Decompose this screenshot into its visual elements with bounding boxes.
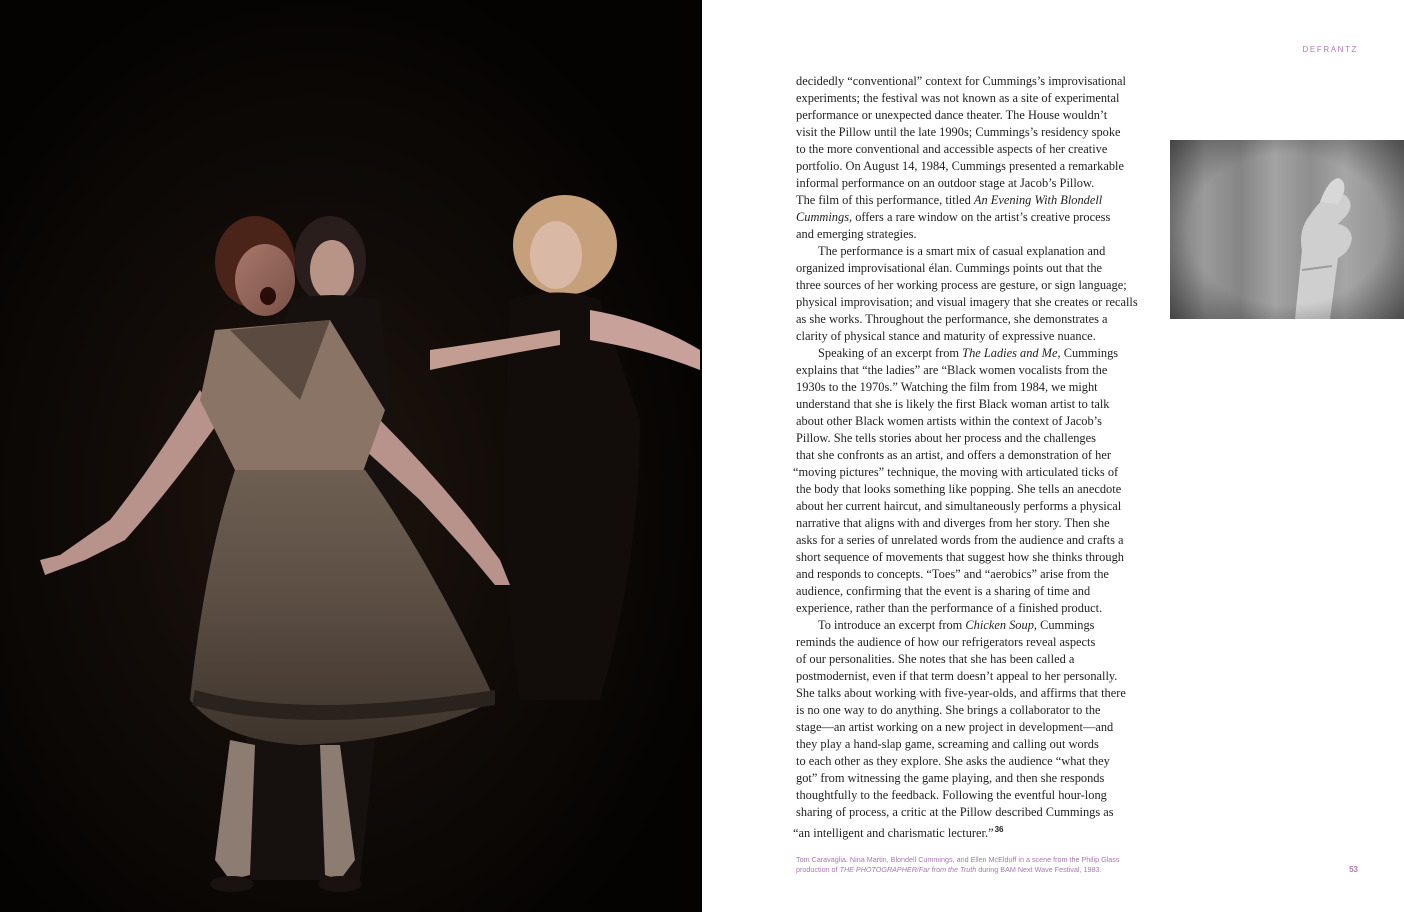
text-line: clarity of physical stance and maturity of expressive nuance. — [796, 329, 1096, 343]
text-line: 1930s to the 1970s.” Watching the film from 1984, we might — [796, 380, 1098, 394]
text-line: about her current haircut, and simultaneously performs a physical — [796, 499, 1122, 513]
text-run: “an intelligent and charismatic lecturer.” — [793, 826, 994, 840]
text-run: The film of this performance, titled — [796, 193, 974, 207]
text-line: stage—an artist working on a new project in development—and — [796, 720, 1114, 734]
text-line — [796, 209, 1146, 226]
text-line: portfolio. On August 14, 1984, Cummings presented a remarkable — [796, 159, 1124, 173]
hand-illustration — [1170, 140, 1404, 319]
text-line: is no one way to do anything. She brings a collaborator to the — [796, 703, 1101, 717]
text-line: experience, rather than the performance of a finished product. — [796, 601, 1103, 615]
text-line: and emerging strategies. — [796, 227, 917, 241]
text-run: To introduce an excerpt from — [818, 618, 966, 632]
text-line: and responds to concepts. “Toes” and “aerobics” arise from the — [796, 567, 1109, 581]
text-line: thoughtfully to the feedback. Following the eventful hour-long — [796, 788, 1107, 802]
text-line: sharing of process, a critic at the Pillow described Cummings as — [796, 805, 1114, 819]
caption-line — [796, 865, 1216, 875]
text-line: short sequence of movements that suggest how she thinks through — [796, 550, 1124, 564]
text-line: Pillow. She tells stories about her process and the challenges — [796, 431, 1096, 445]
text-run: , Cummings — [1057, 346, 1119, 360]
text-run: , Cummings — [1033, 618, 1095, 632]
text-line — [796, 192, 1146, 209]
text-line: She talks about working with five-year-olds, and affirms that there — [796, 686, 1126, 700]
production-title: THE PHOTOGRAPHER/Far from the Truth — [839, 865, 977, 874]
text-line: narrative that aligns with and diverges from her story. Then she — [796, 516, 1110, 530]
text-line: three sources of her working process are gesture, or sign language; — [796, 278, 1127, 292]
text-line: asks for a series of unrelated words from the audience and crafts a — [796, 533, 1124, 547]
text-line: audience, confirming that the event is a sharing of time and — [796, 584, 1091, 598]
text-line: explains that “the ladies” are “Black women vocalists from the — [796, 363, 1108, 377]
photo-caption — [796, 855, 1216, 875]
page-number: 53 — [1349, 865, 1358, 874]
text-line: that she confronts as an artist, and offers a demonstration of her — [796, 448, 1111, 462]
text-run: Speaking of an excerpt from — [818, 346, 963, 360]
text-line: to each other as they explore. She asks the audience “what they — [796, 754, 1110, 768]
text-line: as she works. Throughout the performance, she demonstrates a — [796, 312, 1108, 326]
text-line: performance or unexpected dance theater. The House wouldn’t — [796, 108, 1108, 122]
text-line: physical improvisation; and visual imagery that she creates or recalls — [796, 295, 1138, 309]
film-title: Cummings — [796, 210, 850, 224]
text-line: to the more conventional and accessible aspects of her creative — [796, 142, 1108, 156]
text-line: about other Black women artists within the context of Jacob’s — [796, 414, 1102, 428]
text-line: organized improvisational élan. Cummings points out that the — [796, 261, 1103, 275]
text-run: , offers a rare window on the artist’s creative process — [849, 210, 1111, 224]
text-line — [796, 617, 1146, 634]
work-title: Chicken Soup — [965, 618, 1034, 632]
hand-photo — [1170, 140, 1404, 319]
text-line: visit the Pillow until the late 1990s; Cummings’s residency spoke — [796, 125, 1121, 139]
text-line: understand that she is likely the first Black woman artist to talk — [796, 397, 1110, 411]
text-line: “moving pictures” technique, the moving with articulated ticks of — [793, 465, 1119, 479]
caption-run: during BAM Next Wave Festival, 1983. — [976, 865, 1102, 874]
text-line: reminds the audience of how our refrigerators reveal aspects — [796, 635, 1096, 649]
text-line: decidedly “conventional” context for Cummings’s improvisational — [796, 74, 1126, 88]
text-line: the body that looks something like popping. She tells an anecdote — [796, 482, 1122, 496]
film-title: An Evening With Blondell — [973, 193, 1103, 207]
text-line: postmodernist, even if that term doesn’t appeal to her personally. — [796, 669, 1118, 683]
text-line: The performance is a smart mix of casual explanation and — [818, 244, 1106, 258]
work-title: The Ladies and Me — [962, 346, 1058, 360]
body-text — [793, 73, 1146, 842]
text-line — [793, 821, 1146, 842]
footnote-marker[interactable]: 36 — [994, 825, 1004, 834]
text-line: informal performance on an outdoor stage at Jacob’s Pillow. — [796, 176, 1095, 190]
running-head: DEFRANTZ — [1302, 45, 1358, 54]
caption-line: Tom Caravaglia. Nina Martin, Blondell Cummings, and Ellen McElduff in a scene from the Philip Glass — [796, 855, 1120, 864]
text-line: got” from witnessing the game playing, and then she responds — [796, 771, 1105, 785]
text-line: of our personalities. She notes that she has been called a — [796, 652, 1075, 666]
text-line — [796, 345, 1146, 362]
text-line: experiments; the festival was not known as a site of experimental — [796, 91, 1120, 105]
text-line: they play a hand-slap game, screaming and calling out words — [796, 737, 1099, 751]
caption-run: production of — [796, 865, 840, 874]
